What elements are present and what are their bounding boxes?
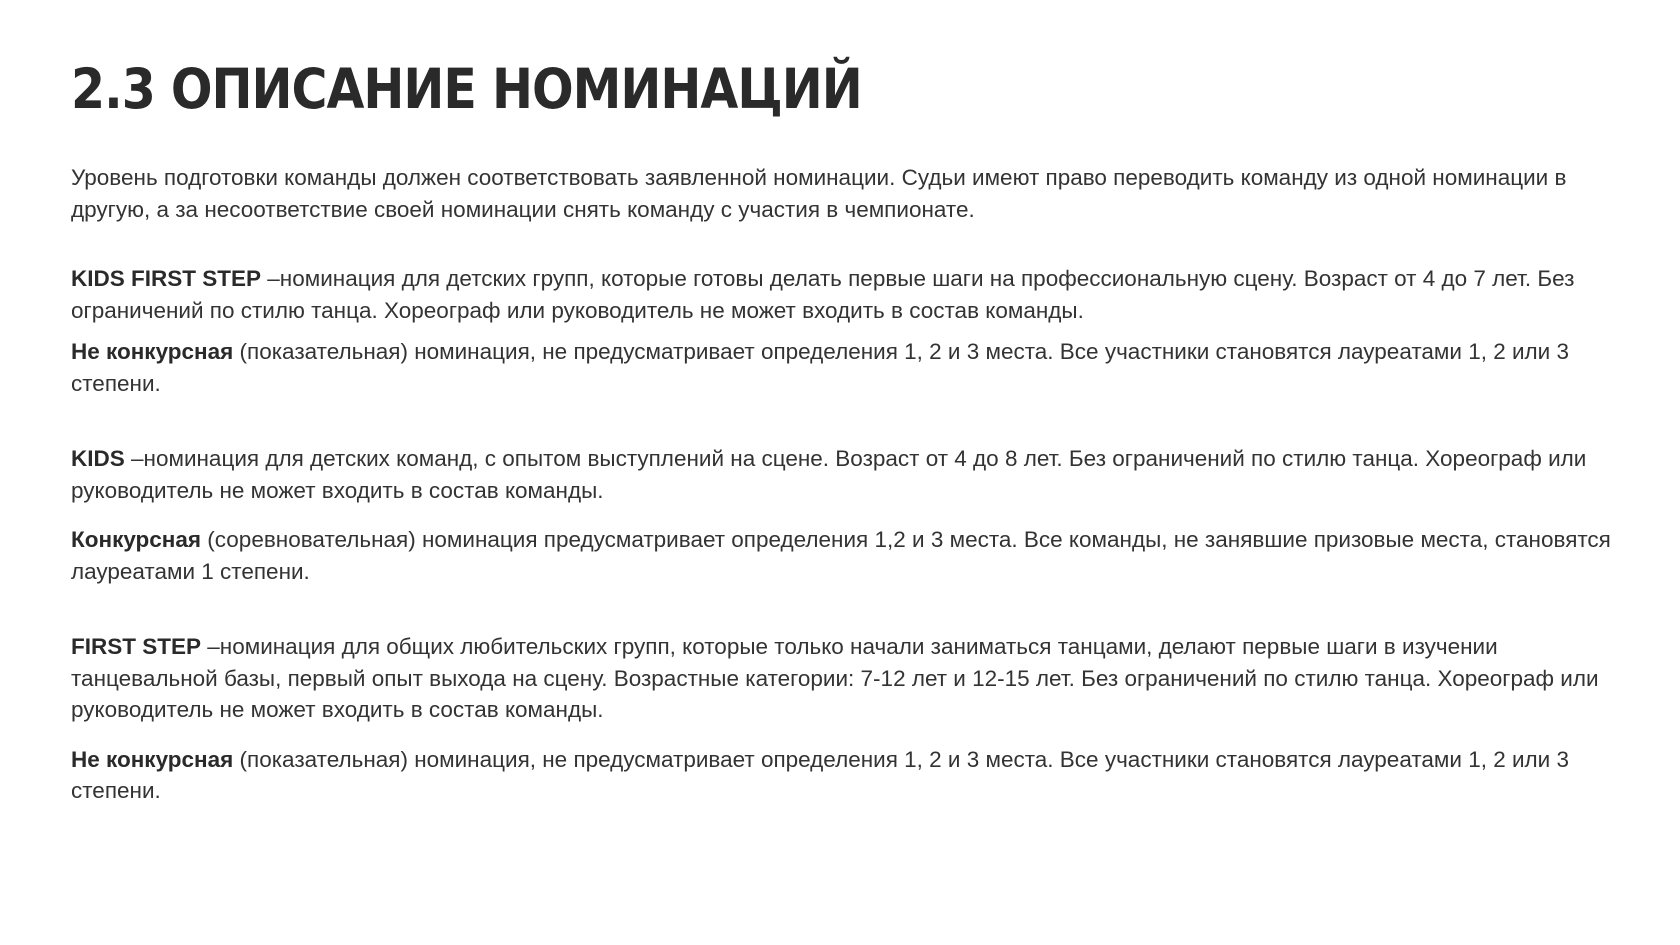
nomination-first-step [71,631,1631,807]
nomination-type-text: (показательная) номинация, не предусматривает определения 1, 2 и 3 места. Все участники становятся лауреатами 1, 2 или 3 степени. [71,339,1569,396]
nomination-text: –номинация для общих любительских групп, которые только начали заниматься танцами, делают первые шаги в изучении танцевальной базы, первый опыт выхода на сцену. Возрастные категории: 7-12 лет и 12-15 лет. Без ограничений по стилю танца. Хореограф или руководитель не может входить в состав команды. [71,634,1599,722]
nomination-type-text: (соревновательная) номинация предусматривает определения 1,2 и 3 места. Все команды, не занявшие призовые места, становятся лауреатами 1 степени. [71,527,1611,584]
page-title: 2.3 ОПИСАНИЕ НОМИНАЦИЙ [71,57,862,122]
nomination-type-text: (показательная) номинация, не предусматривает определения 1, 2 и 3 места. Все участники становятся лауреатами 1, 2 или 3 степени. [71,746,1569,803]
document-page [71,52,1631,807]
nomination-name: KIDS FIRST STEP [71,266,262,291]
nomination-type-label: Не конкурсная [71,746,234,772]
nomination-description [71,443,1631,506]
nomination-kids-first-step [71,263,1631,399]
nomination-description [71,263,1631,326]
nomination-name: FIRST STEP [71,634,202,659]
nomination-type [71,524,1631,587]
nomination-type-label: Конкурсная [71,527,202,552]
intro-paragraph: Уровень подготовки команды должен соответствовать заявленной номинации. Судьи имеют право переводить команду из одной номинации в другую, а за несоответствие своей номинации снять команду с участия в чемпионате. [71,165,1567,222]
nomination-description [71,631,1631,726]
nomination-type [71,744,1631,807]
nomination-text: –номинация для детских команд, с опытом выступлений на сцене. Возраст от 4 до 8 лет. Без ограничений по стилю танца. Хореограф или руководитель не может входить в состав команды. [71,446,1587,503]
nomination-text: –номинация для детских групп, которые готовы делать первые шаги на профессиональную сцену. Возраст от 4 до 7 лет. Без ограничений по стилю танца. Хореограф или руководитель не может входить в состав команды. [71,266,1575,323]
nomination-kids [71,443,1631,587]
nomination-type-label: Не конкурсная [71,339,234,364]
nomination-name: KIDS [71,446,125,471]
nomination-type [71,336,1631,399]
